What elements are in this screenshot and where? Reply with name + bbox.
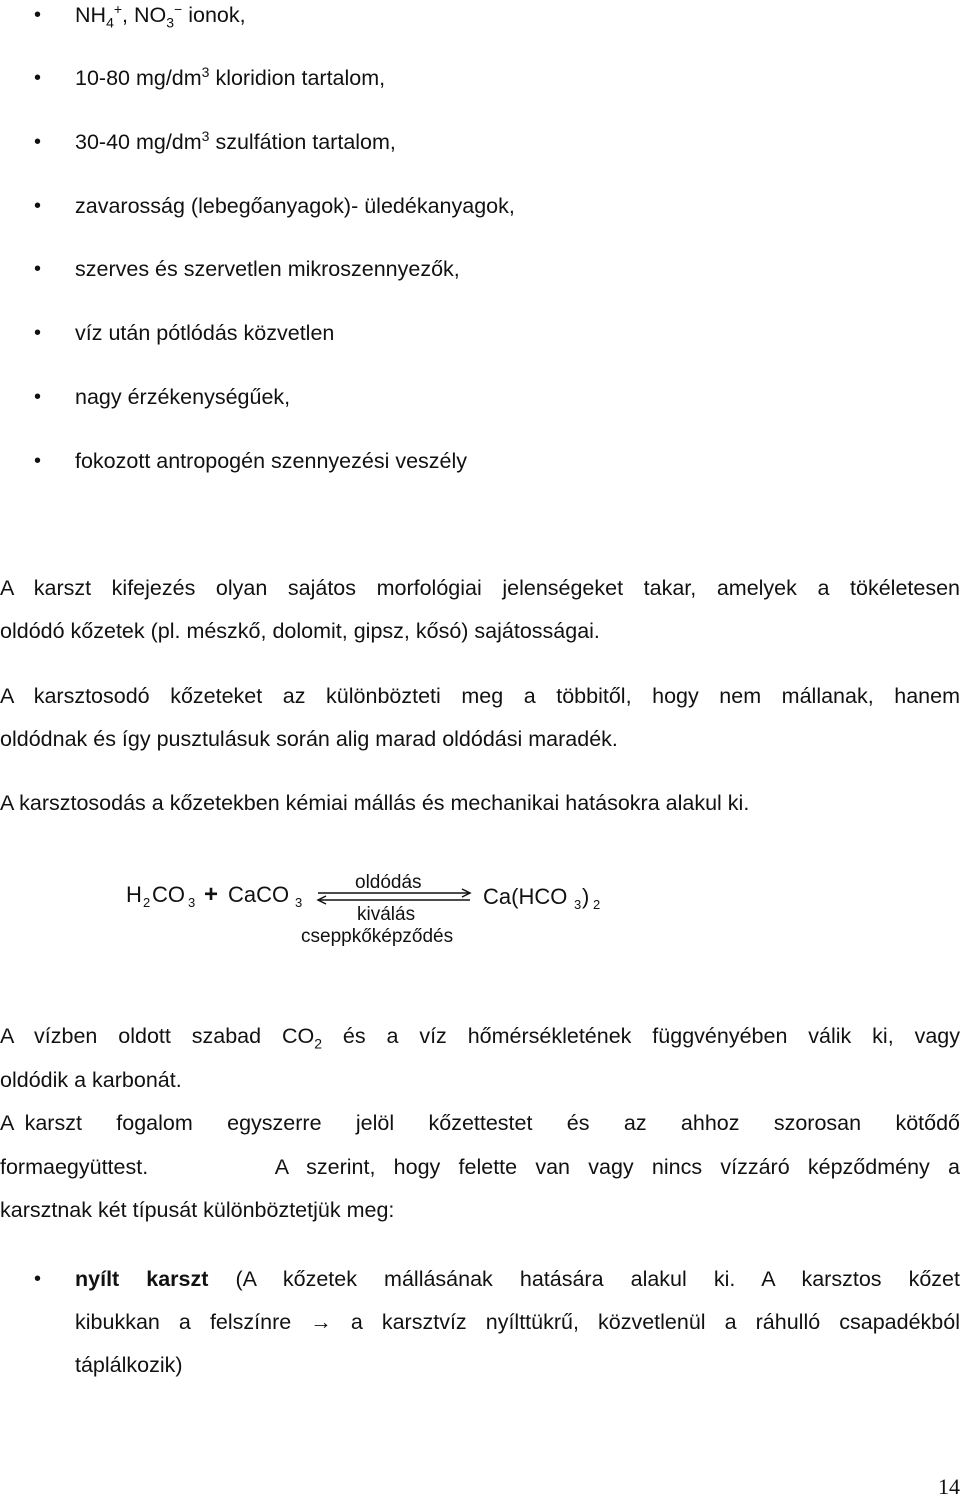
bullet-icon: • <box>34 450 42 472</box>
bullet-text: $NH_4^+$, $NO_3^-$ ionok, <box>75 0 246 31</box>
list-item <box>0 0 960 40</box>
list-item <box>0 446 960 486</box>
bullet-line: nyílt karszt (A kőzetek mállásának hatására alakul ki. A karsztos kőzet <box>75 1267 960 1291</box>
eq-caco-sub: 3 <box>295 895 303 910</box>
list-item <box>0 318 960 358</box>
bullet-text: víz után pótlódás közvetlen <box>75 321 335 345</box>
eq-co: CO <box>152 882 185 907</box>
bullet-icon: • <box>34 195 42 217</box>
paragraph-line: A karszt kifejezés olyan sajátos morfológiai jelenségeket takar, amelyek a tökéletesen <box>0 576 960 600</box>
eq-product-sub2: 2 <box>593 897 601 912</box>
eq-product-sub1: 3 <box>574 897 582 912</box>
list-item <box>0 191 960 231</box>
paragraph-line: A karsztosodás a kőzetekben kémiai mállás és mechanikai hatásokra alakul ki. <box>0 791 750 815</box>
eq-above-label: oldódás <box>355 872 422 893</box>
eq-caco: CaCO <box>228 882 290 907</box>
bullet-line: kibukkan a felszínre → a karsztvíz nyílttükrű, közvetlenül a ráhulló csapadékból <box>75 1310 960 1334</box>
eq-co-sub: 3 <box>188 895 196 910</box>
eq-h-sub: 2 <box>143 895 151 910</box>
bullet-icon: • <box>34 386 42 408</box>
chemical-equation <box>0 860 960 960</box>
eq-below-label-1: kiválás <box>357 904 416 925</box>
eq-h: H <box>126 882 142 907</box>
bullet-line: táplálkozik) <box>75 1353 183 1377</box>
bullet-icon: • <box>34 131 42 153</box>
paragraph-line: A karsztosodó kőzeteket az különbözteti meg a többitől, hogy nem mállanak, hanem <box>0 684 960 708</box>
paragraph-line: oldódó kőzetek (pl. mészkő, dolomit, gipsz, kősó) sajátosságai. <box>0 619 600 643</box>
bullet-icon: • <box>34 67 42 89</box>
list-item <box>0 382 960 422</box>
eq-below-label-2: cseppkőképződés <box>301 926 454 947</box>
bold-term: nyílt karszt <box>75 1267 209 1291</box>
eq-plus: + <box>204 881 219 908</box>
list-item <box>0 254 960 294</box>
equation-graphic <box>0 860 960 960</box>
bullet-icon: • <box>34 1268 42 1290</box>
list-item <box>0 63 960 103</box>
bullet-text: zavarosság (lebegőanyagok)- üledékanyagok, <box>75 194 515 218</box>
paragraph-line: A vízben oldott szabad $CO_2$ és a víz hőmérsékletének függvényében válik ki, vagy <box>0 1024 960 1052</box>
bullet-icon: • <box>34 258 42 280</box>
list-item <box>0 127 960 167</box>
paragraph-line: oldódik a karbonát. <box>0 1068 182 1092</box>
paragraph-line: A karszt fogalom egyszerre jelöl kőzettestet és az ahhoz szorosan kötődő <box>0 1111 960 1135</box>
page-number: 14 <box>938 1474 960 1499</box>
bullet-text: szerves és szervetlen mikroszennyezők, <box>75 257 460 281</box>
bullet-text: 30-40 $mg/dm^3$ szulfátion tartalom, <box>75 127 396 154</box>
bullet-body <box>75 1258 960 1387</box>
eq-product-close: ) <box>582 884 590 909</box>
paragraph-line: oldódnak és így pusztulásuk során alig marad oldódási maradék. <box>0 727 618 751</box>
bullet-text: 10-80 $mg/dm^3$ kloridion tartalom, <box>75 63 386 90</box>
paragraph-line: formaegyüttest. A szerint, hogy felette van vagy nincs vízzáró képződmény a <box>0 1155 960 1179</box>
bullet-text: nagy érzékenységűek, <box>75 385 291 409</box>
eq-product: Ca(HCO <box>483 884 568 909</box>
bullet-text: fokozott antropogén szennyezési veszély <box>75 449 468 473</box>
bullet-icon: • <box>34 4 42 26</box>
bullet-icon: • <box>34 322 42 344</box>
paragraph-line: karsztnak két típusát különböztetjük meg: <box>0 1198 395 1222</box>
